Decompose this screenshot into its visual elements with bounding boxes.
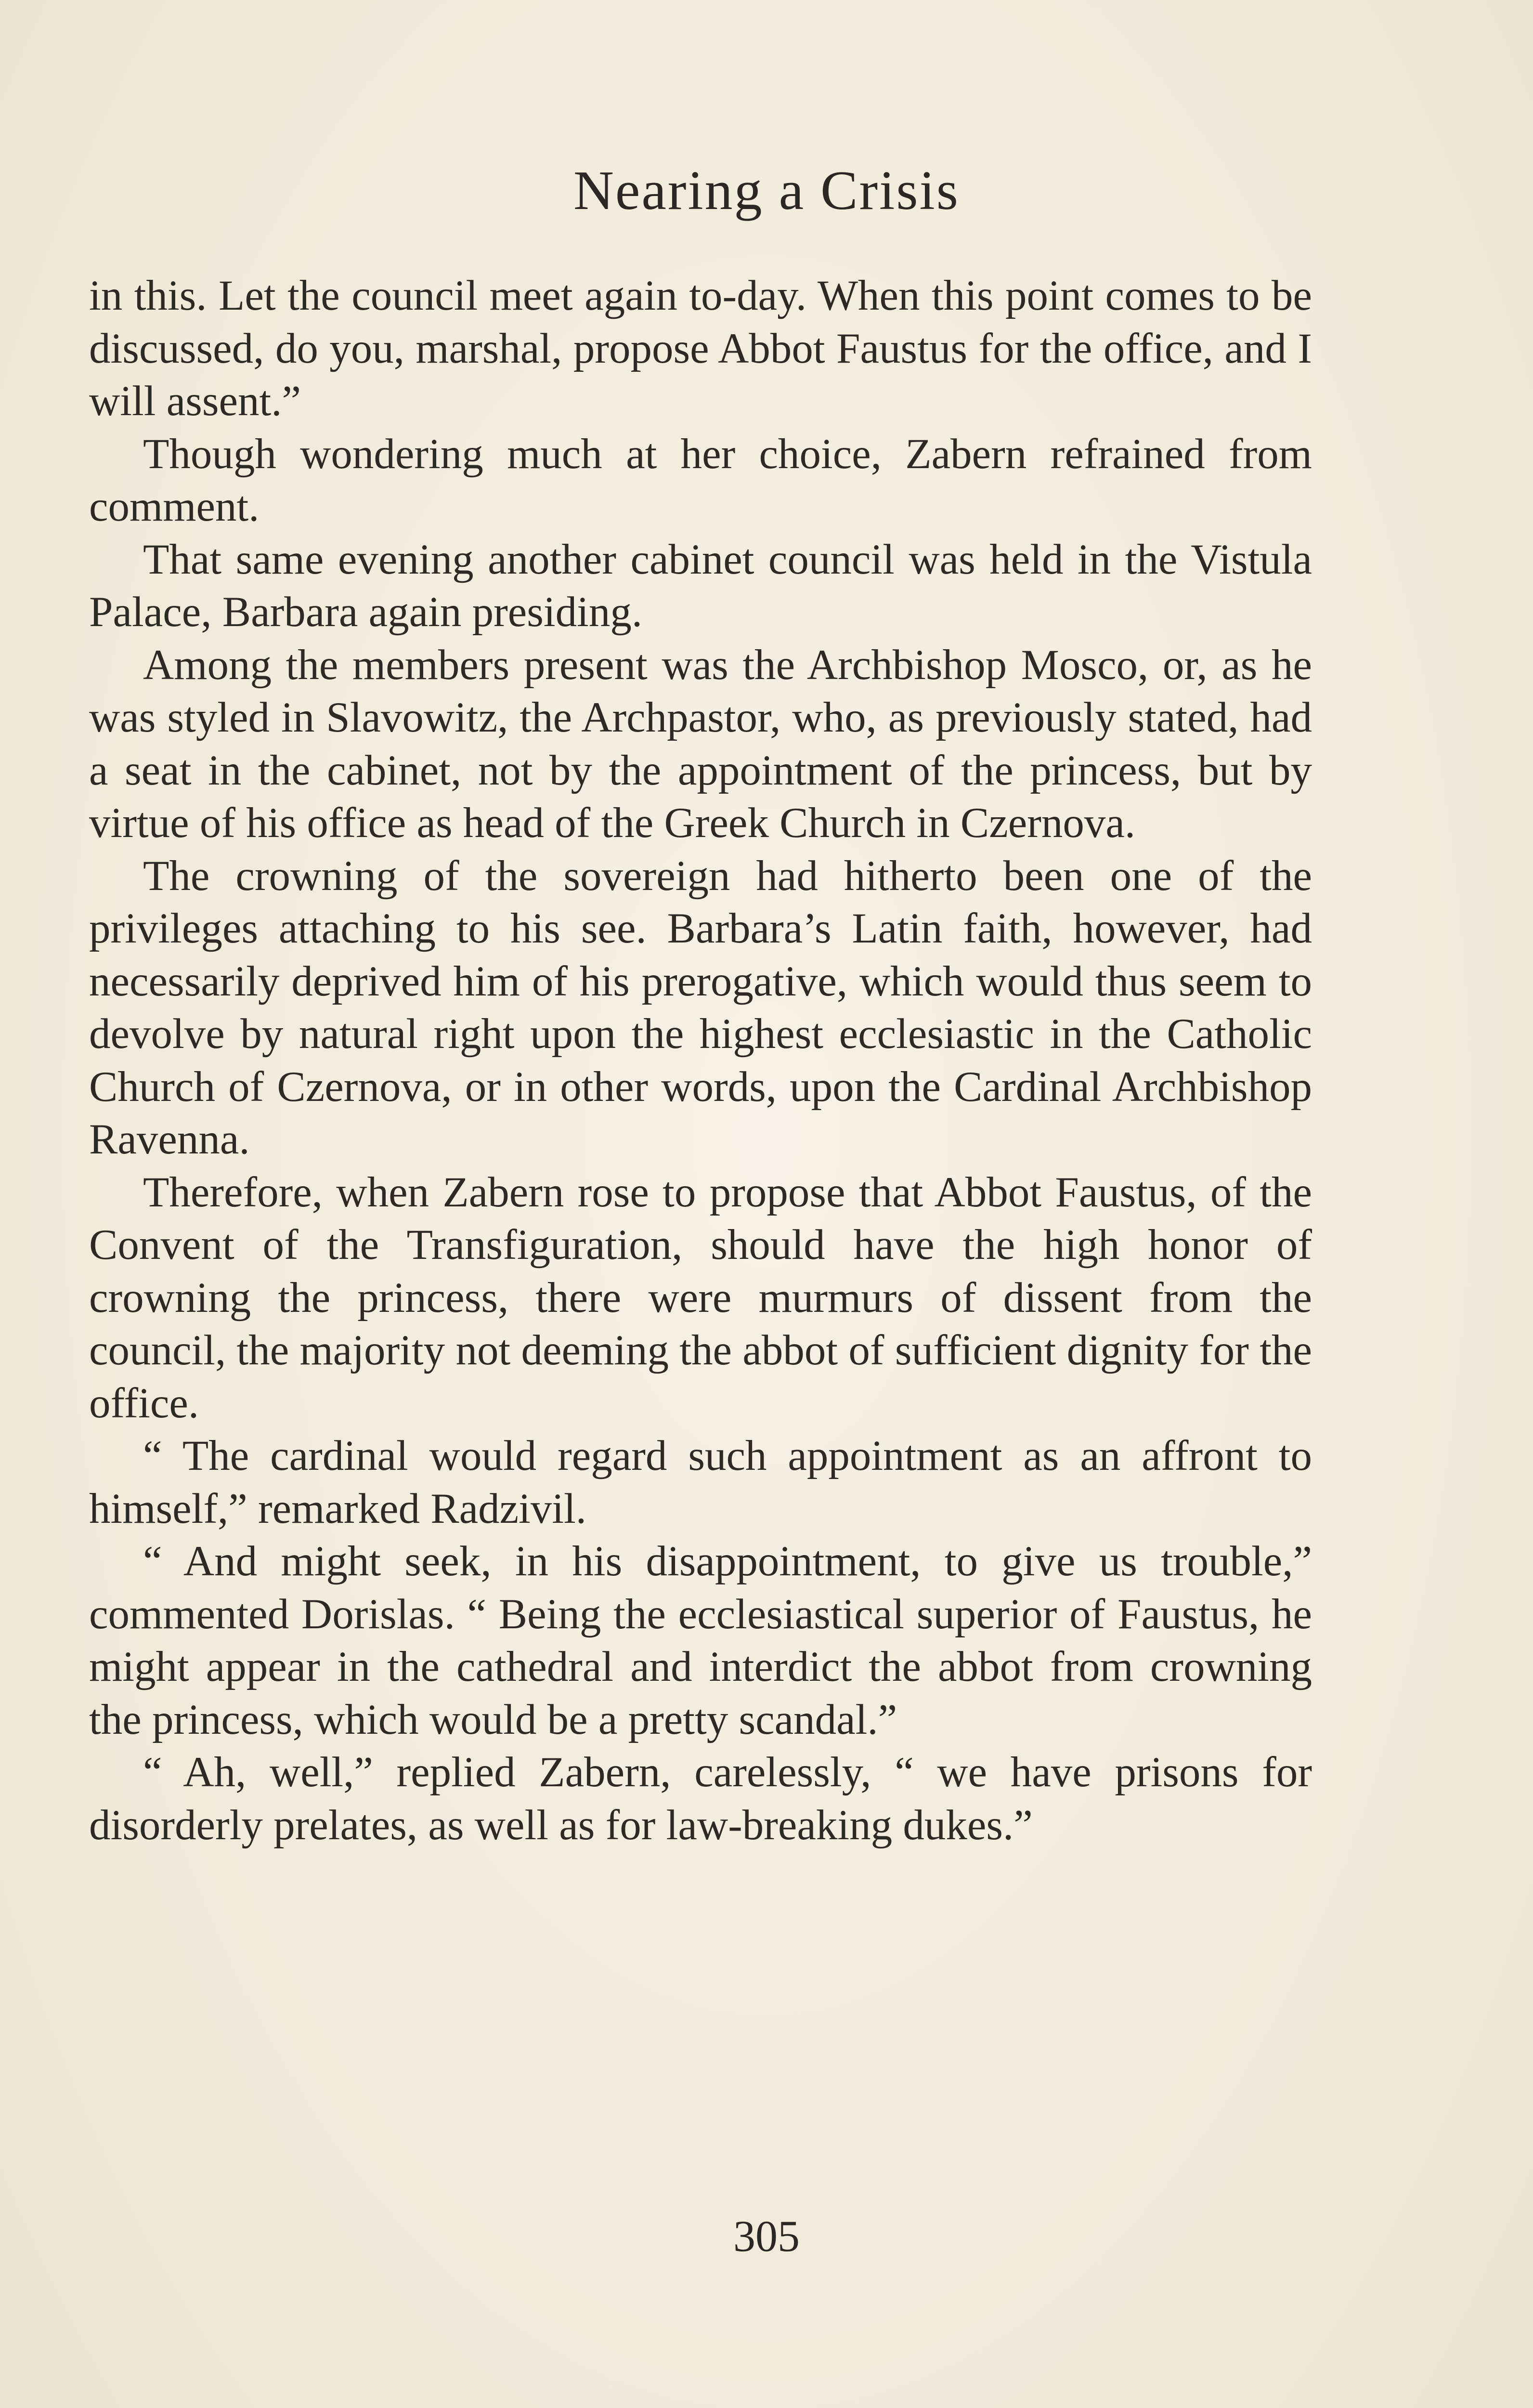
paragraph: Though wondering much at her choice, Zabern refrained from comment. bbox=[89, 430, 1312, 530]
paragraph: That same evening another cabinet council was held in the Vistula Palace, Barbara again presiding. bbox=[89, 536, 1312, 636]
paragraph: “ The cardinal would regard such appointment as an affront to himself,” remarked Radzivil. bbox=[89, 1432, 1312, 1532]
page-number: 305 bbox=[733, 2212, 800, 2261]
paragraph: “ Ah, well,” replied Zabern, carelessly, “ we have prisons for disorderly prelates, as well as for law-breaking dukes.” bbox=[89, 1749, 1312, 1849]
running-title: Nearing a Crisis bbox=[573, 160, 960, 222]
body-text bbox=[89, 270, 1312, 1852]
paragraph: “ And might seek, in his disappointment, to give us trouble,” commented Dorislas. “ Being the ecclesiastical superior of Faustus, he might appear in the cathedral and interdict the abbot from crowning the princess, which would be a pretty scandal.” bbox=[89, 1538, 1312, 1743]
paragraph: Among the members present was the Archbishop Mosco, or, as he was styled in Slavowitz, the Archpastor, who, as previously stated, had a seat in the cabinet, not by the appointment of the princess, but by virtue of his office as head of the Greek Church in Czernova. bbox=[89, 641, 1312, 847]
paragraph: Therefore, when Zabern rose to propose that Abbot Faustus, of the Convent of the Transfiguration, should have the high honor of crowning the princess, there were murmurs of dissent from the council, the majority not deeming the abbot of sufficient dignity for the office. bbox=[89, 1168, 1312, 1427]
paragraph: The crowning of the sovereign had hitherto been one of the privileges attaching to his see. Barbara’s Latin faith, however, had necessarily deprived him of his prerogative, which would thus seem to devolve by natural right upon the highest ecclesiastic in the Catholic Church of Czernova, or in other words, upon the Cardinal Archbishop Ravenna. bbox=[89, 852, 1312, 1163]
paragraph-continued: in this. Let the council meet again to-day. When this point comes to be discussed, do you, marshal, propose Abbot Faustus for the office, and I will assent.” bbox=[89, 272, 1312, 425]
